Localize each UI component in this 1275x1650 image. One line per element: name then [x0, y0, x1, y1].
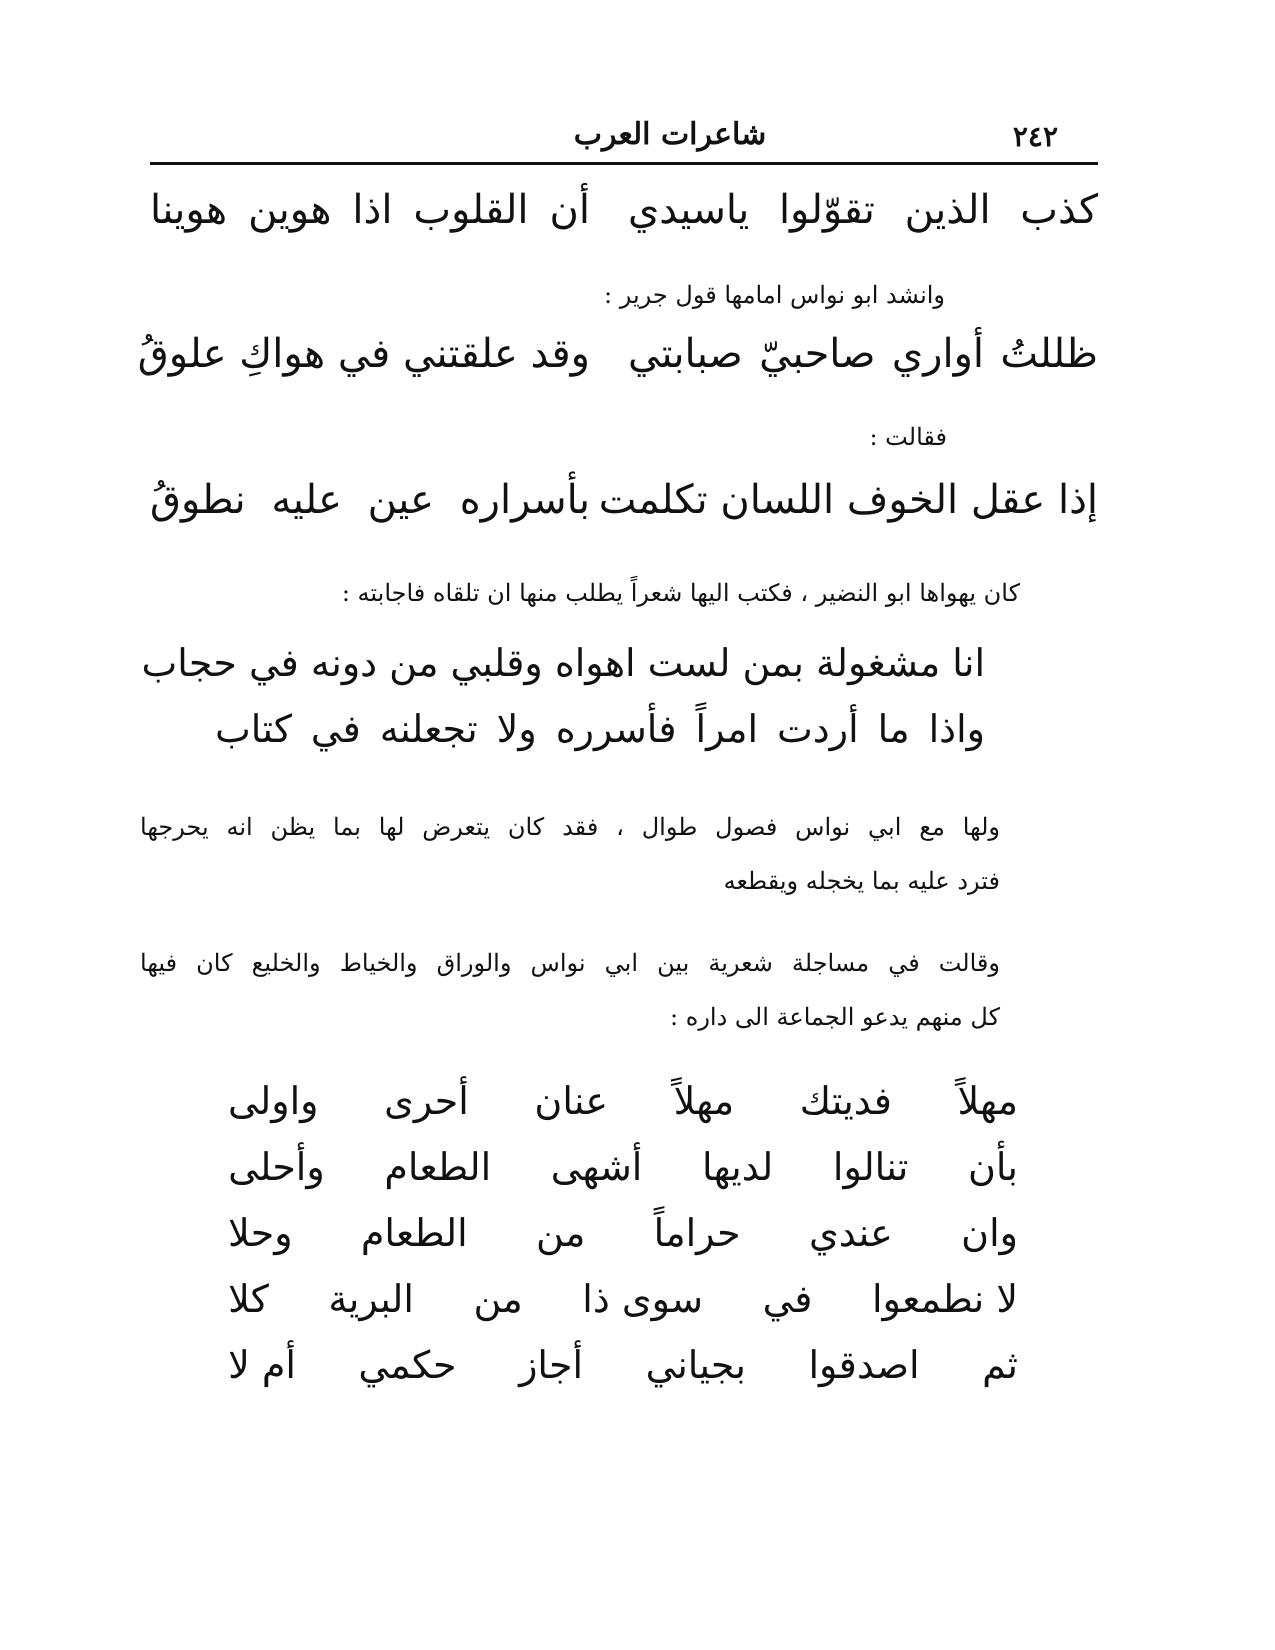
- poem-word: أشهى: [550, 1145, 643, 1189]
- intro-line: وانشد ابو نواس امامها قول جرير :: [604, 281, 945, 309]
- poem-word: فديتك: [799, 1079, 892, 1123]
- poem-word: الطعام: [360, 1211, 468, 1255]
- paragraph: [140, 800, 1000, 908]
- paragraph-line: ولها مع ابي نواس فصول طوال ، فقد كان يتعرض لها بما يظن انه يحرجها: [140, 813, 1000, 841]
- poem-word: من: [536, 1211, 586, 1255]
- paragraph-line: فترد عليه بما يخجله ويقطعه: [723, 867, 1000, 895]
- paragraph-line: وقالت في مساجلة شعرية بين ابي نواس والوراق والخياط والخليع كان فيها: [140, 949, 1000, 977]
- running-title: شاعرات العرب: [573, 117, 767, 152]
- poem-word: اصدقوا: [808, 1343, 920, 1387]
- poem-line: واذا ما أردت امراً فأسرره ولا تجعلنه في كتاب: [215, 707, 985, 751]
- poem-word: بأن: [967, 1145, 1018, 1189]
- poem-line: انا مشغولة بمن لست اهواه وقلبي من دونه في حجاب: [141, 641, 985, 685]
- header-rule: [150, 162, 1098, 165]
- poem-word: الطعام: [384, 1145, 492, 1189]
- poem-word: وأحلى: [228, 1145, 325, 1189]
- tabular-poem: [228, 1068, 1018, 1398]
- verse-first-hemistich: كذب الذين تقوّلوا ياسيدي: [628, 187, 1098, 233]
- intro-line: فقالت :: [869, 423, 947, 451]
- verse-first-hemistich: ظللتُ أواري صاحبيّ صبابتي: [628, 331, 1098, 377]
- verse-line: [137, 322, 1098, 386]
- poem-word: البرية: [328, 1277, 414, 1321]
- verse-line: [150, 178, 1098, 242]
- poem-word: واولى: [228, 1079, 319, 1123]
- poem-word: حكمي: [358, 1343, 457, 1387]
- poem-word: وان: [961, 1211, 1018, 1255]
- poem-word: أحرى: [384, 1079, 469, 1123]
- poem-word: بجياني: [645, 1343, 746, 1387]
- intro-line: كان يهواها ابو النضير ، فكتب اليها شعراً يطلب منها ان تلقاه فاجابته :: [341, 579, 1020, 607]
- page-number: ٢٤٢: [1012, 120, 1058, 153]
- paragraph: [140, 936, 1000, 1044]
- verse-first-hemistich: إذا عقل الخوف اللسان تكلمت: [598, 477, 1098, 523]
- poem-row: [228, 1200, 1018, 1266]
- poem-word: حراماً: [653, 1211, 741, 1255]
- poem-word: مهلاً: [673, 1079, 735, 1123]
- poem-word: أجاز: [519, 1343, 584, 1387]
- poem-row: [228, 1134, 1018, 1200]
- verse-second-hemistich: بأسراره عين عليه نطوقُ: [150, 477, 590, 523]
- poem-word: لديها: [702, 1145, 774, 1189]
- poem-word: كلا: [228, 1277, 269, 1321]
- poem-block: [141, 630, 985, 762]
- poem-row: [228, 1266, 1018, 1332]
- poem-row: [228, 1068, 1018, 1134]
- poem-row: [228, 1332, 1018, 1398]
- paragraph-line: كل منهم يدعو الجماعة الى داره :: [670, 1003, 1000, 1031]
- verse-line: [150, 468, 1098, 532]
- verse-second-hemistich: أن القلوب اذا هوين هوينا: [150, 187, 590, 233]
- poem-word: ثم: [982, 1343, 1018, 1387]
- poem-word: تنالوا: [832, 1145, 909, 1189]
- poem-word: سوى ذا: [582, 1277, 704, 1321]
- poem-word: عنان: [534, 1079, 609, 1123]
- poem-word: من: [473, 1277, 523, 1321]
- poem-word: مهلاً: [957, 1079, 1018, 1123]
- poem-word: وحلا: [228, 1211, 293, 1255]
- poem-word: في: [762, 1277, 813, 1321]
- poem-word: أم لا: [228, 1343, 296, 1387]
- poem-word: لا نطمعوا: [872, 1277, 1018, 1321]
- page-header: [150, 112, 1098, 162]
- verse-second-hemistich: وقد علقتني في هواكِ علوقُ: [137, 331, 590, 377]
- poem-word: عندي: [808, 1211, 893, 1255]
